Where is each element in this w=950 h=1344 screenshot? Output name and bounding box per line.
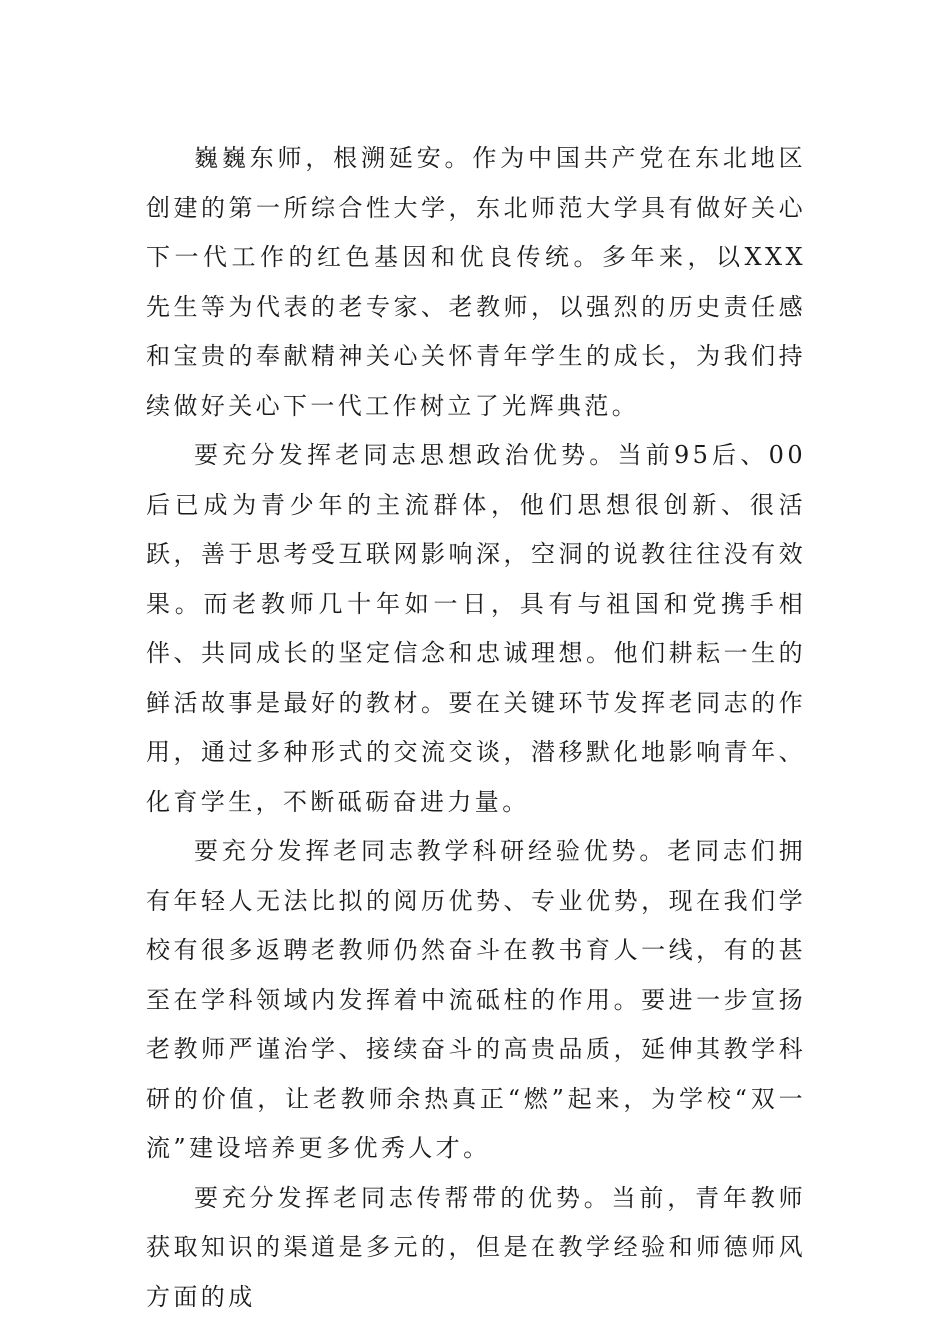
document-body	[146, 134, 806, 1322]
paragraph-teaching-research-advantage: 要充分发挥老同志教学科研经验优势。老同志们拥有年轻人无法比拟的阅历优势、专业优势，现在我们学校有很多返聘老教师仍然奋斗在教书育人一线，有的甚至在学科领域内发挥着中流砥柱的作用。要进一步宣扬老教师严谨治学、接续奋斗的高贵品质，延伸其教学科研的价值，让老教师余热真正“燃”起来，为学校“双一流”建设培养更多优秀人才。	[146, 837, 806, 1162]
paragraph-mentoring-advantage: 要充分发挥老同志传帮带的优势。当前，青年教师获取知识的渠道是多元的，但是在教学经验和师德师风方面的成	[146, 1183, 806, 1311]
paragraph-political-advantage: 要充分发挥老同志思想政治优势。当前95后、00后已成为青少年的主流群体，他们思想很创新、很活跃，善于思考受互联网影响深，空洞的说教往往没有效果。而老教师几十年如一日，具有与祖国和党携手相伴、共同成长的坚定信念和忠诚理想。他们耕耘一生的鲜活故事是最好的教材。要在关键环节发挥老同志的作用，通过多种形式的交流交谈，潜移默化地影响青年、化育学生，不断砥砺奋进力量。	[146, 441, 806, 816]
paragraph-intro: 巍巍东师，根溯延安。作为中国共产党在东北地区创建的第一所综合性大学，东北师范大学具有做好关心下一代工作的红色基因和优良传统。多年来，以XXX先生等为代表的老专家、老教师，以强烈的历史责任感和宝贵的奉献精神关心关怀青年学生的成长，为我们持续做好关心下一代工作树立了光辉典范。	[146, 144, 806, 420]
